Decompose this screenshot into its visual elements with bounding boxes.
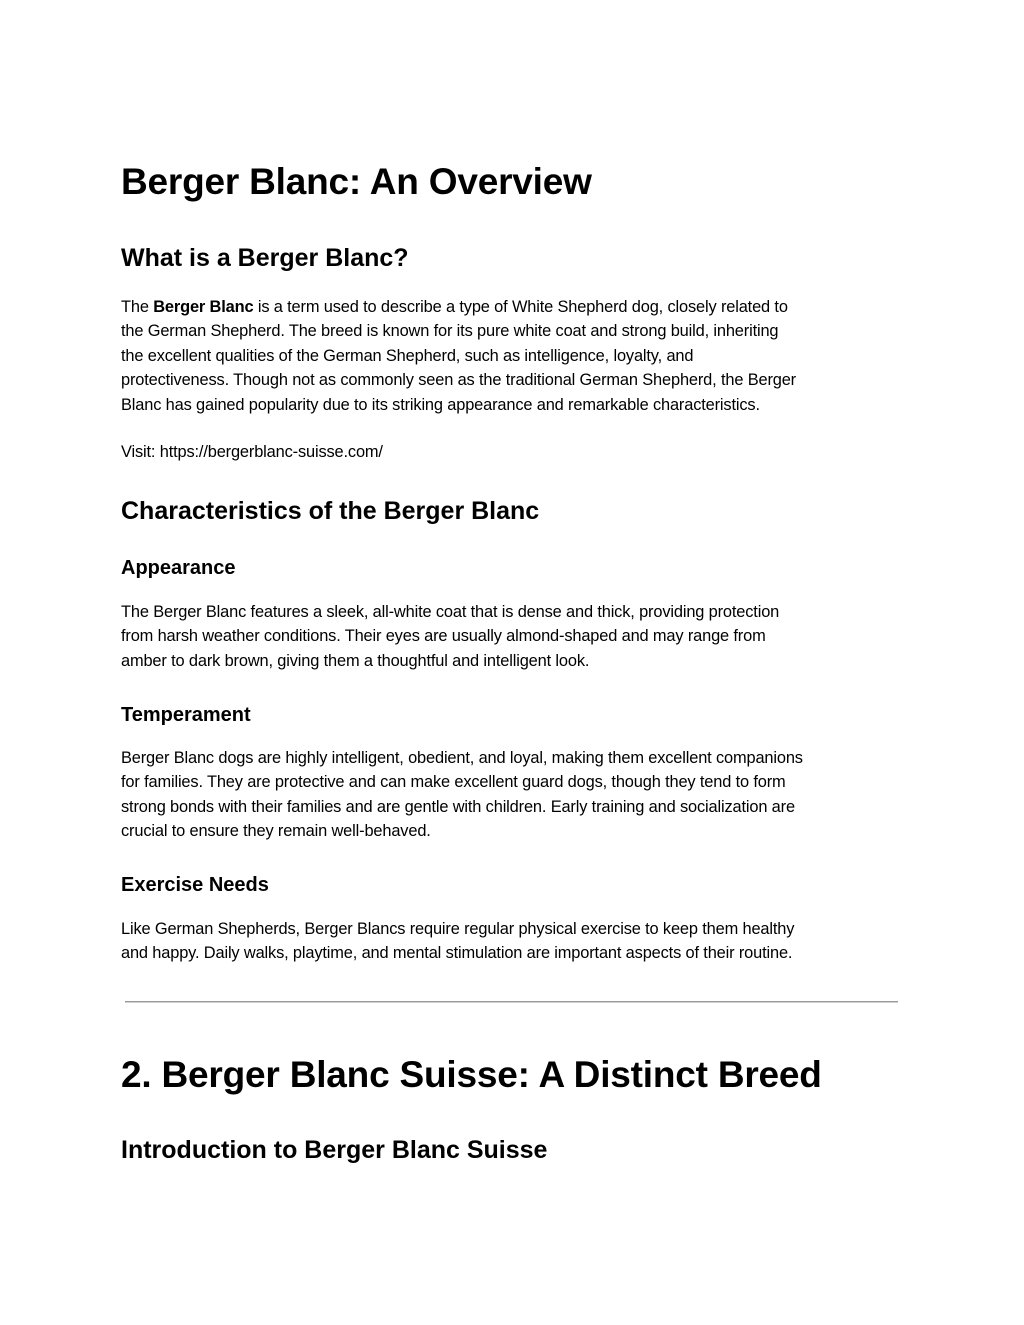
paragraph-exercise [121, 917, 794, 966]
paragraph-line: crucial to ensure they remain well-behaved. [121, 822, 431, 841]
text-run: The [121, 298, 154, 316]
paragraph-line: The Berger Blanc features a sleek, all-white coat that is dense and thick, providing protection [121, 603, 780, 621]
paragraph-line: and happy. Daily walks, playtime, and mental stimulation are important aspects of their routine. [121, 944, 793, 963]
heading-temperament: Temperament [121, 704, 251, 726]
visit-link[interactable]: Visit: https://bergerblanc-suisse.com/ [121, 443, 383, 461]
paragraph-line: protectiveness. Though not as commonly seen as the traditional German Shepherd, the Berger [121, 371, 796, 390]
horizontal-divider [125, 1001, 898, 1003]
paragraph-line: Berger Blanc dogs are highly intelligent, obedient, and loyal, making them excellent companions [121, 749, 803, 767]
paragraph-line: Blanc has gained popularity due to its striking appearance and remarkable characteristics. [121, 395, 760, 414]
paragraph-line: Like German Shepherds, Berger Blancs require regular physical exercise to keep them healthy [121, 920, 795, 938]
paragraph-appearance [121, 600, 779, 673]
heading-what-is: What is a Berger Blanc? [121, 244, 409, 272]
heading-characteristics: Characteristics of the Berger Blanc [121, 497, 540, 525]
heading-introduction: Introduction to Berger Blanc Suisse [121, 1136, 548, 1164]
paragraph-temperament [121, 746, 803, 844]
paragraph-line: the German Shepherd. The breed is known for its pure white coat and strong build, inheriting [121, 322, 779, 341]
paragraph-line [121, 295, 796, 319]
bold-term: Berger Blanc [153, 298, 254, 316]
paragraph-line: the excellent qualities of the German Shepherd, such as intelligence, loyalty, and [121, 346, 694, 365]
paragraph-line: for families. They are protective and can make excellent guard dogs, though they tend to form [121, 773, 786, 792]
paragraph-line: strong bonds with their families and are gentle with children. Early training and socialization are [121, 797, 795, 816]
heading-exercise: Exercise Needs [121, 874, 269, 896]
paragraph-line: amber to dark brown, giving them a thoughtful and intelligent look. [121, 651, 590, 670]
paragraph-line: from harsh weather conditions. Their eyes are usually almond-shaped and may range from [121, 627, 766, 646]
section-title-suisse: 2. Berger Blanc Suisse: A Distinct Breed [121, 1054, 822, 1095]
paragraph-what-is [121, 295, 796, 417]
text-run: is a term used to describe a type of White Shepherd dog, closely related to [253, 298, 788, 316]
page-title: Berger Blanc: An Overview [121, 161, 592, 202]
heading-appearance: Appearance [121, 557, 236, 579]
